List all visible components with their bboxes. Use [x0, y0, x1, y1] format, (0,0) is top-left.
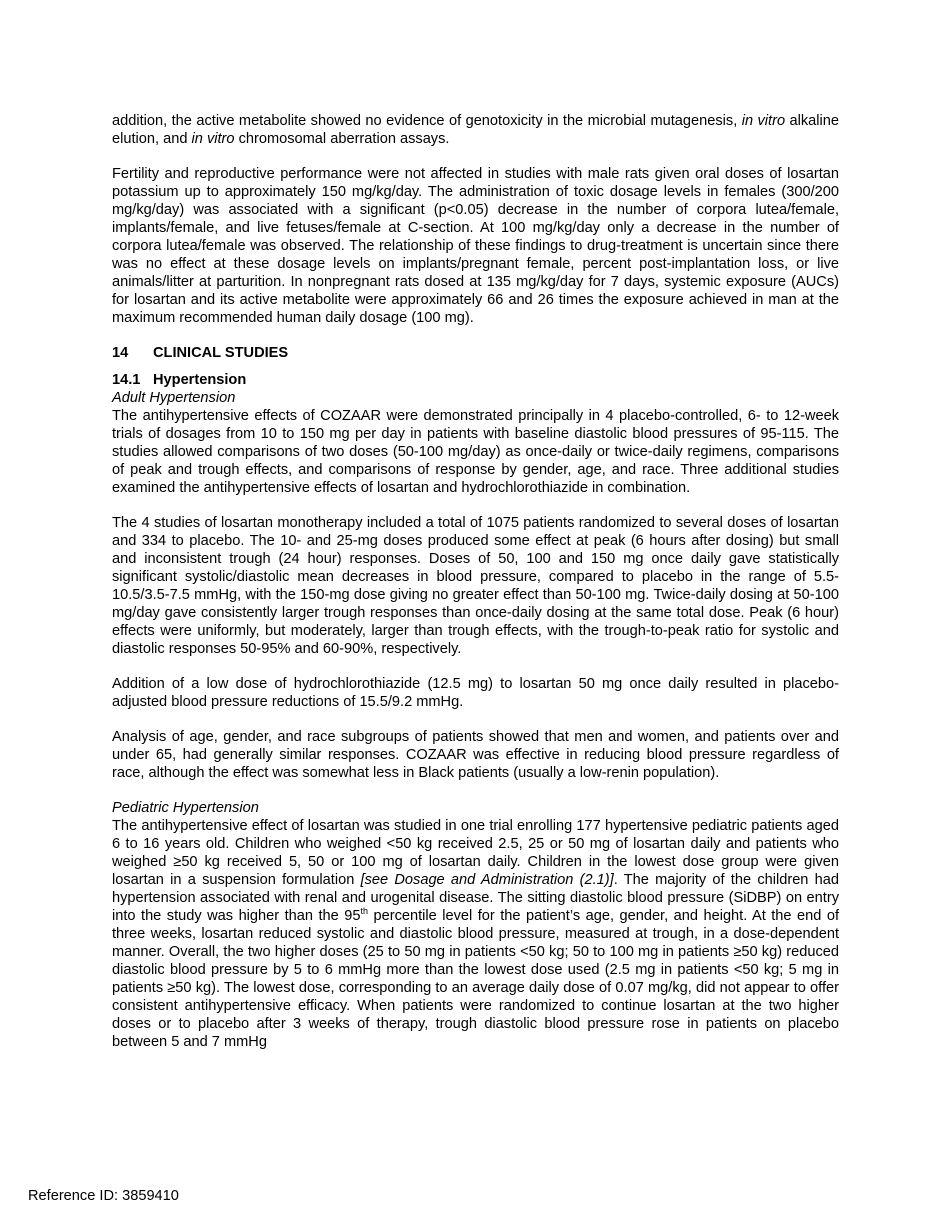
- text-run: alkaline elution, and: [112, 113, 840, 147]
- paragraph-fertility: Fertility and reproductive performance were not affected in studies with male rats given oral doses of losartan potassium up to approximately 150 mg/kg/day. The administration of toxic dosage levels in females (300/200 mg/kg/day) was associated with a significant (p<0.05) decrease in the number of corpora lutea/female, implants/female, and live fetuses/female at C-section. At 100 mg/kg/day only a decrease in the number of corpora lutea/female was observed. The relationship of these findings to drug-treatment is uncertain since there was no effect at these dosage levels on implants/pregnant female, percent post-implantation loss, or live animals/litter at parturition. In nonpregnant rats dosed at 135 mg/kg/day for 7 days, systemic exposure (AUCs) for losartan and its active metabolite were approximately 66 and 26 times the exposure achieved in man at the maximum recommended human daily dosage (100 mg).: [112, 166, 839, 326]
- reference-id: Reference ID: 3859410: [28, 1188, 179, 1204]
- text-run: . The majority of the children had hypertension associated with renal and urogenital disease. The sitting diastolic blood pressure (SiDBP) on entry into the study was higher than the 95: [112, 872, 839, 924]
- paragraph-monotherapy: The 4 studies of losartan monotherapy included a total of 1075 patients randomized to several doses of losartan and 334 to placebo. The 10- and 25-mg doses produced some effect at peak (6 hours after dosing) but small and inconsistent trough (24 hour) responses. Doses of 50, 100 and 150 mg once daily gave statistically significant systolic/diastolic mean decreases in blood pressure, compared to placebo in the range of 5.5-10.5/3.5-7.5 mmHg, with the 150-mg dose giving no greater effect than 50-100 mg. Twice-daily dosing at 50-100 mg/day gave consistently larger trough responses than once-daily dosing at the same total dose. Peak (6 hour) effects were uniformly, but moderately, larger than trough effects, with the trough-to-peak ratio for systolic and diastolic responses 50-95% and 60-90%, respectively.: [112, 515, 839, 657]
- subsection-number: 14.1: [112, 372, 141, 388]
- paragraph-genotoxicity: [112, 112, 839, 148]
- section-heading: [112, 344, 839, 362]
- italic-run: in vitro: [191, 131, 235, 147]
- document-page: [112, 112, 839, 1051]
- section-number: 14: [112, 345, 129, 361]
- text-run: chromosomal aberration assays.: [234, 131, 450, 147]
- text-run: addition, the active metabolite showed no evidence of genotoxicity in the microbial mutagenesis,: [112, 113, 742, 129]
- italic-run: in vitro: [741, 113, 786, 129]
- subsection-heading: [112, 371, 839, 389]
- subsection-title: Hypertension: [153, 372, 247, 388]
- italic-run: [see Dosage and Administration (2.1)]: [360, 872, 614, 888]
- paragraph-hydrochlorothiazide: Addition of a low dose of hydrochlorothiazide (12.5 mg) to losartan 50 mg once daily resulted in placebo-adjusted blood pressure reductions of 15.5/9.2 mmHg.: [112, 676, 839, 710]
- paragraph-pediatric: [112, 817, 839, 1051]
- subheading-adult: Adult Hypertension: [112, 390, 236, 406]
- section-title: CLINICAL STUDIES: [153, 345, 289, 361]
- text-run: percentile level for the patient’s age, gender, and height. At the end of three weeks, losartan reduced systolic and diastolic blood pressure, measured at trough, in a dose-dependent manner. Overall, the two higher doses (25 to 50 mg in patients <50 kg; 50 to 100 mg in patients ≥50 kg) reduced diastolic blood pressure by 5 to 6 mmHg more than the lowest dose used (2.5 mg in patients <50 kg; 5 mg in patients ≥50 kg). The lowest dose, corresponding to an average daily dose of 0.07 mg/kg, did not appear to offer consistent antihypertensive efficacy. When patients were randomized to continue losartan at the two higher doses or to placebo after 3 weeks of therapy, trough diastolic blood pressure rose in patients on placebo between 5 and 7 mmHg: [112, 908, 839, 1050]
- superscript: th: [360, 906, 369, 917]
- paragraph-subgroups: Analysis of age, gender, and race subgroups of patients showed that men and women, and patients over and under 65, had generally similar responses. COZAAR was effective in reducing blood pressure regardless of race, although the effect was somewhat less in Black patients (usually a low-renin population).: [112, 729, 839, 781]
- text-run: The antihypertensive effect of losartan was studied in one trial enrolling 177 hypertensive pediatric patients aged 6 to 16 years old. Children who weighed <50 kg received 2.5, 25 or 50 mg of losartan daily and patients who weighed ≥50 kg received 5, 50 or 100 mg of losartan daily. Children in the lowest dose group were given losartan in a suspension formulation: [112, 818, 839, 888]
- subheading-pediatric: Pediatric Hypertension: [112, 800, 259, 816]
- paragraph-adult-effects: The antihypertensive effects of COZAAR were demonstrated principally in 4 placebo-controlled, 6- to 12-week trials of dosages from 10 to 150 mg per day in patients with baseline diastolic blood pressures of 95-115. The studies allowed comparisons of two doses (50-100 mg/day) as once-daily or twice-daily regimens, comparisons of peak and trough effects, and comparisons of response by gender, age, and race. Three additional studies examined the antihypertensive effects of losartan and hydrochlorothiazide in combination.: [112, 408, 839, 496]
